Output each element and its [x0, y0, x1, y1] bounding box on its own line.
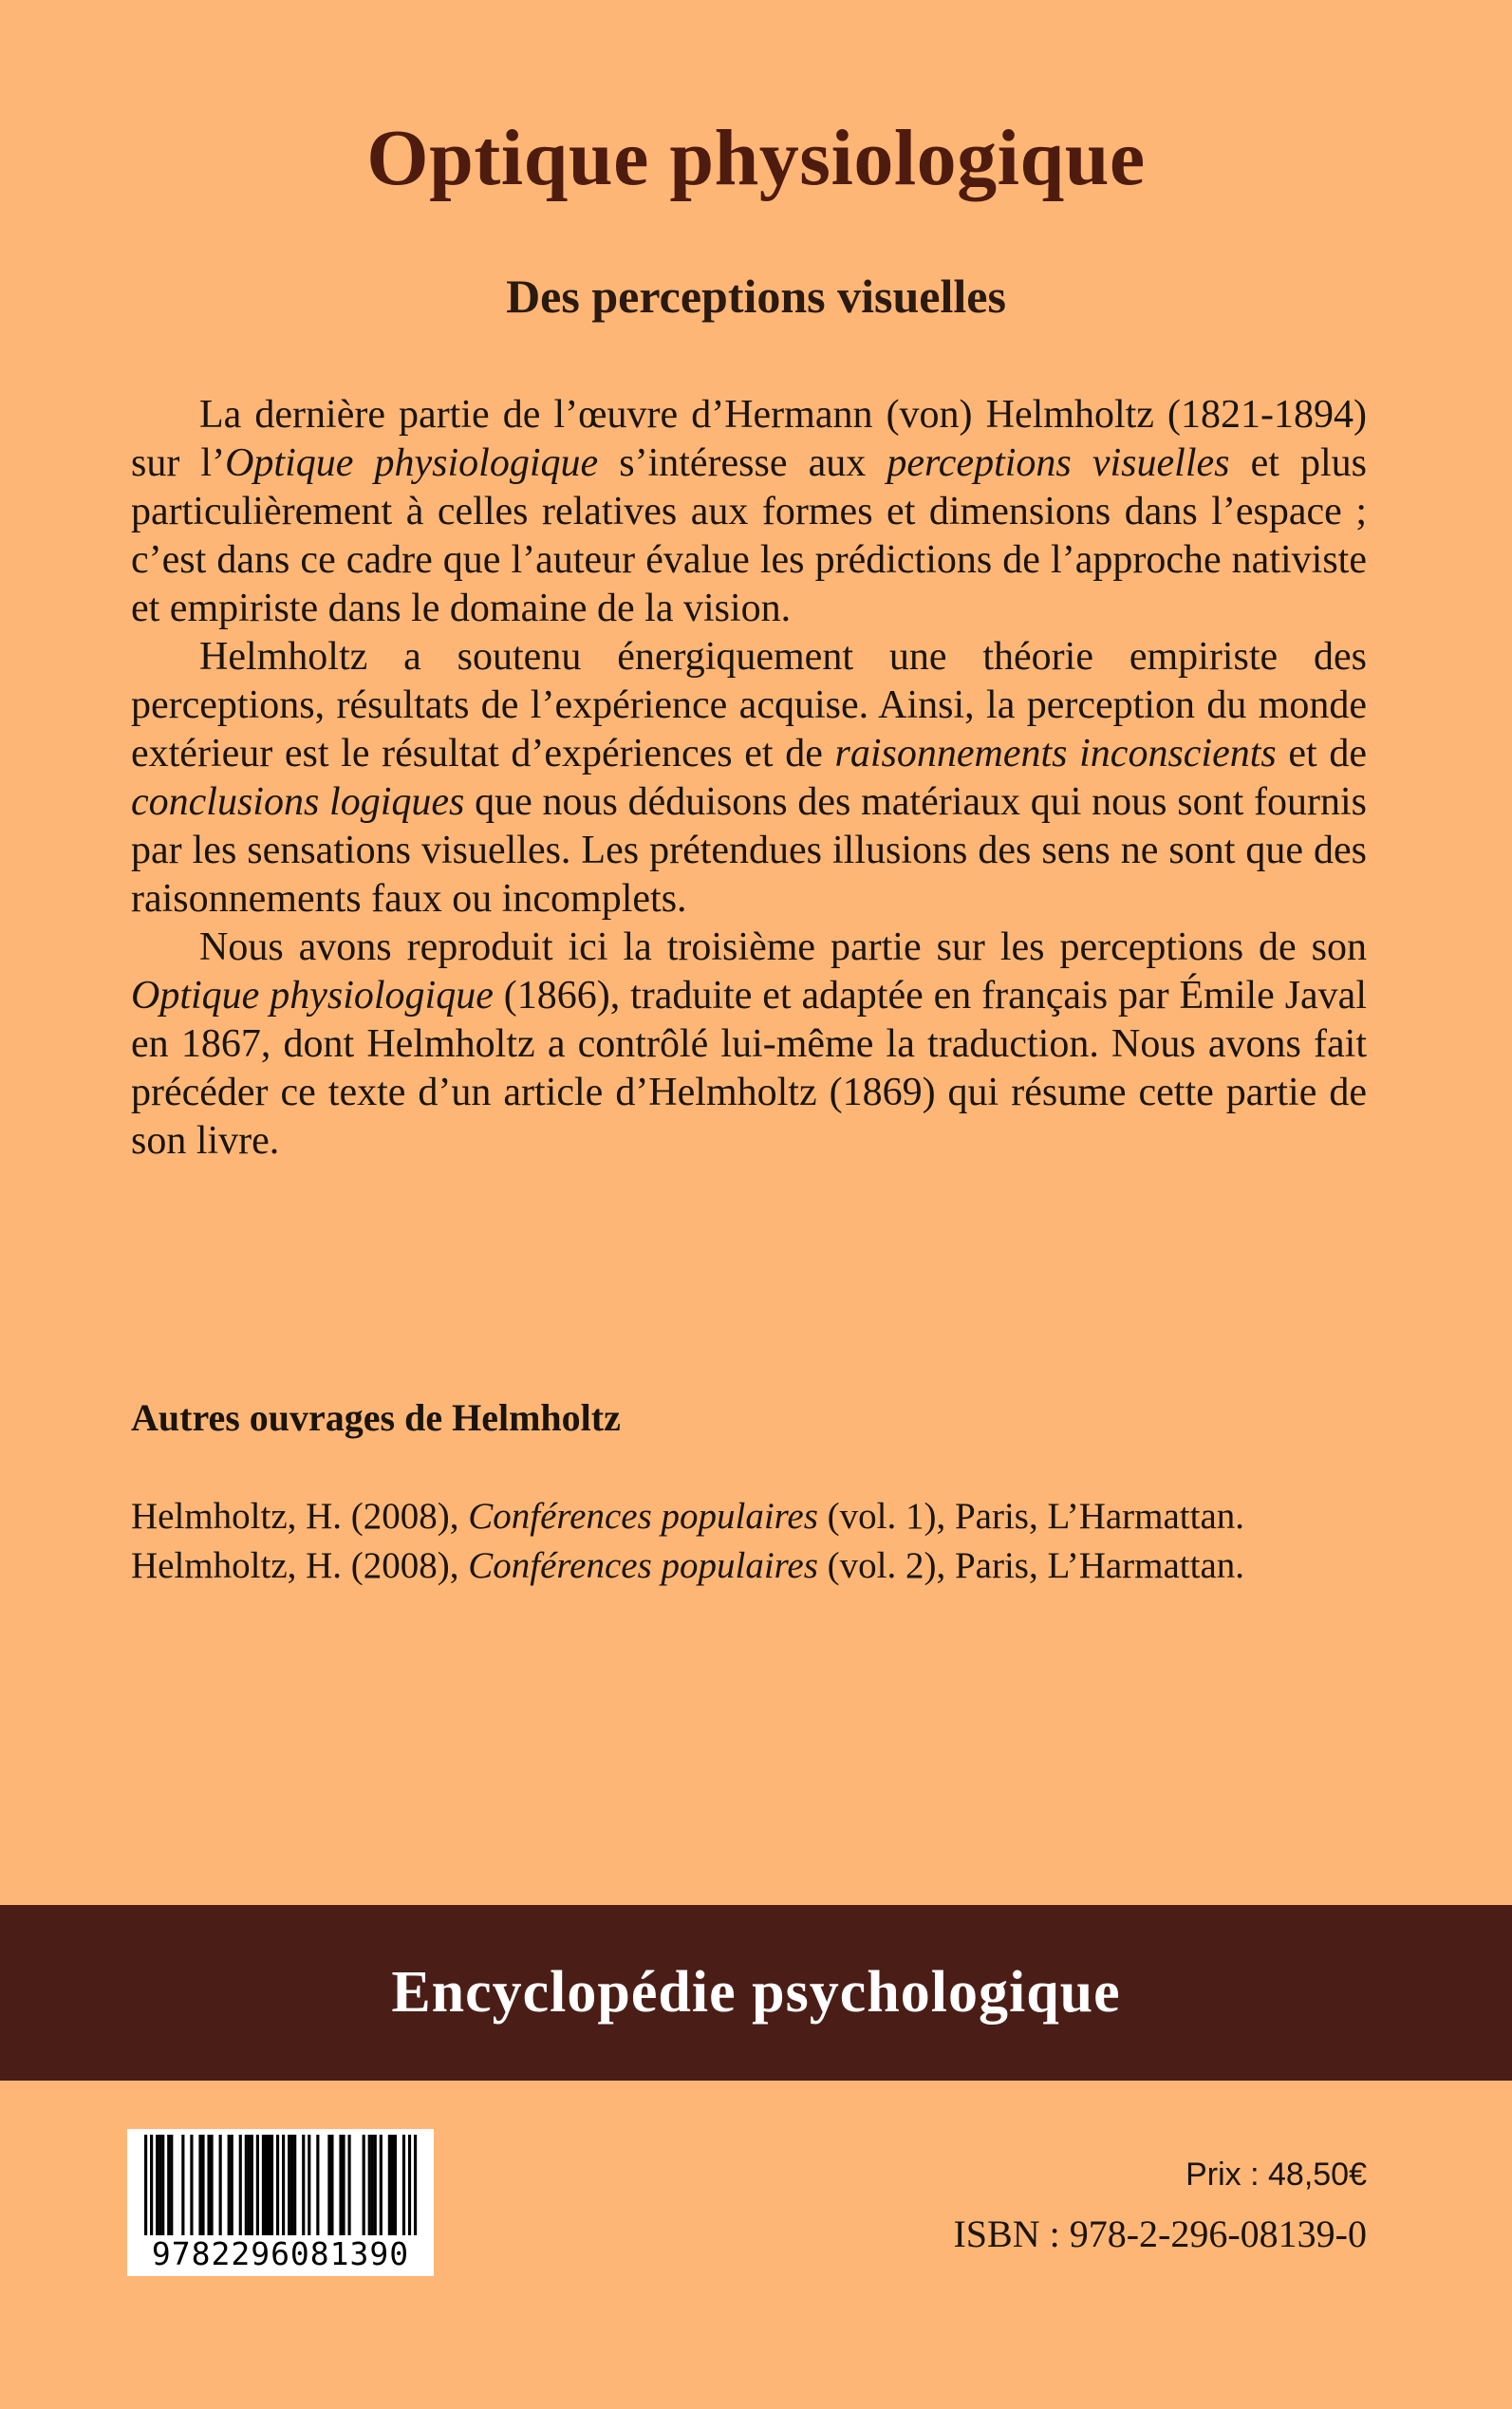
barcode-bar: [239, 2135, 242, 2237]
italic-text-run: conclusions logiques: [131, 780, 465, 824]
text-run: La dernière partie de l’œuvre d’Hermann (von) Helmholtz (1821-1894) sur l’: [131, 393, 1367, 485]
text-run: Helmholtz, H. (2008),: [131, 1496, 469, 1537]
barcode-bar: [380, 2135, 383, 2237]
barcode-bar: [231, 2135, 233, 2237]
text-run: Helmholtz, H. (2008),: [131, 1545, 469, 1586]
barcode-bar: [219, 2135, 222, 2237]
other-works-list: [131, 1492, 1384, 1591]
text-run: (vol. 2), Paris, L’Harmattan.: [817, 1545, 1245, 1586]
text-run: s’intéresse aux: [598, 441, 887, 485]
barcode-bar: [268, 2135, 271, 2237]
text-run: Nous avons reproduit ici la troisième partie sur les perceptions de son: [199, 925, 1367, 969]
barcode-bar: [159, 2135, 161, 2237]
barcode-bar: [342, 2135, 345, 2237]
barcode-bar: [330, 2135, 333, 2237]
price: Prix : 48,50€: [1185, 2157, 1367, 2193]
barcode-bar: [248, 2135, 251, 2237]
barcode-bar: [251, 2135, 253, 2237]
barcode-bar: [201, 2135, 204, 2237]
barcode-bar: [290, 2135, 293, 2237]
barcode: [127, 2129, 434, 2276]
barcode-bar: [207, 2135, 210, 2237]
barcode-bar: [388, 2135, 391, 2237]
italic-text-run: Conférences populaires: [468, 1545, 818, 1586]
book-subtitle: Des perceptions visuelles: [506, 270, 1006, 323]
blurb-paragraph-1: [131, 391, 1367, 633]
series-band: [0, 1905, 1512, 2081]
italic-text-run: Optique physiologique: [225, 441, 599, 485]
barcode-bar: [228, 2135, 231, 2237]
barcode-bar: [374, 2135, 377, 2237]
italic-text-run: Optique physiologique: [131, 974, 494, 1018]
barcode-bar: [347, 2135, 350, 2237]
barcode-bar: [181, 2135, 184, 2237]
barcode-bar: [302, 2135, 305, 2237]
barcode-bar: [308, 2135, 310, 2237]
other-works-item-1: [131, 1492, 1384, 1541]
barcode-bar: [198, 2135, 201, 2237]
book-title: Optique physiologique: [366, 114, 1146, 202]
barcode-bar: [402, 2135, 405, 2237]
barcode-bar: [363, 2135, 365, 2237]
other-works-heading: Autres ouvrages de Helmholtz: [131, 1396, 621, 1439]
isbn: ISBN : 978-2-296-08139-0: [953, 2213, 1367, 2255]
barcode-bar: [394, 2135, 397, 2237]
barcode-bar: [316, 2135, 319, 2237]
barcode-bar: [156, 2135, 159, 2237]
barcode-bar: [327, 2135, 330, 2237]
blurb: [131, 391, 1367, 1166]
barcode-bar: [256, 2135, 259, 2237]
barcode-bar: [391, 2135, 394, 2237]
barcode-bar: [288, 2135, 290, 2237]
text-run: et plus particulièrement à celles relatives aux formes et dimensions dans l’espace ; c’est dans ce cadre que l’auteur évalue les prédictions de l’approche nativiste et empiriste dans le domaine de la vision.: [131, 441, 1368, 630]
barcode-bar: [265, 2135, 268, 2237]
italic-text-run: perceptions visuelles: [887, 441, 1230, 485]
barcode-bar: [170, 2135, 173, 2237]
italic-text-run: raisonnements inconscients: [834, 732, 1277, 775]
text-run: et de: [1276, 732, 1368, 775]
text-run: Helmholtz a soutenu énergiquement une théorie empiriste des perceptions, résultats de l’expérience acquise. Ainsi, la perception du monde extérieur est le résultat d’expériences et de: [131, 635, 1367, 775]
barcode-bar: [210, 2135, 213, 2237]
barcode-bar: [339, 2135, 342, 2237]
other-works-item-2: [131, 1541, 1384, 1591]
text-run: (1866), traduite et adaptée en français par Émile Javal en 1867, dont Helmholtz a contrôlé lui-même la traduction. Nous avons fait précéder ce texte d’un article d’Helmholtz (1869) qui résume cette partie de son livre.: [131, 974, 1367, 1163]
blurb-paragraph-3: [131, 924, 1367, 1166]
barcode-bar: [271, 2135, 273, 2237]
barcode-bar: [245, 2135, 248, 2237]
barcode-bar: [293, 2135, 296, 2237]
barcode-bar: [190, 2135, 193, 2237]
series-name: Encyclopédie psychologique: [391, 1960, 1121, 2025]
barcode-bar: [262, 2135, 265, 2237]
barcode-bar: [161, 2135, 164, 2237]
barcode-bar: [167, 2135, 170, 2237]
barcode-bar: [371, 2135, 374, 2237]
barcode-bar: [368, 2135, 371, 2237]
italic-text-run: Conférences populaires: [468, 1496, 818, 1537]
barcode-digits: 9782296081390: [127, 2235, 434, 2273]
text-run: (vol. 1), Paris, L’Harmattan.: [817, 1496, 1245, 1537]
blurb-paragraph-2: [131, 633, 1367, 924]
text-run: que nous déduisons des matériaux qui nous sont fournis par les sensations visuelles. Les prétendues illusions des sens ne sont que des raisonnements faux ou incomplets.: [131, 780, 1368, 921]
